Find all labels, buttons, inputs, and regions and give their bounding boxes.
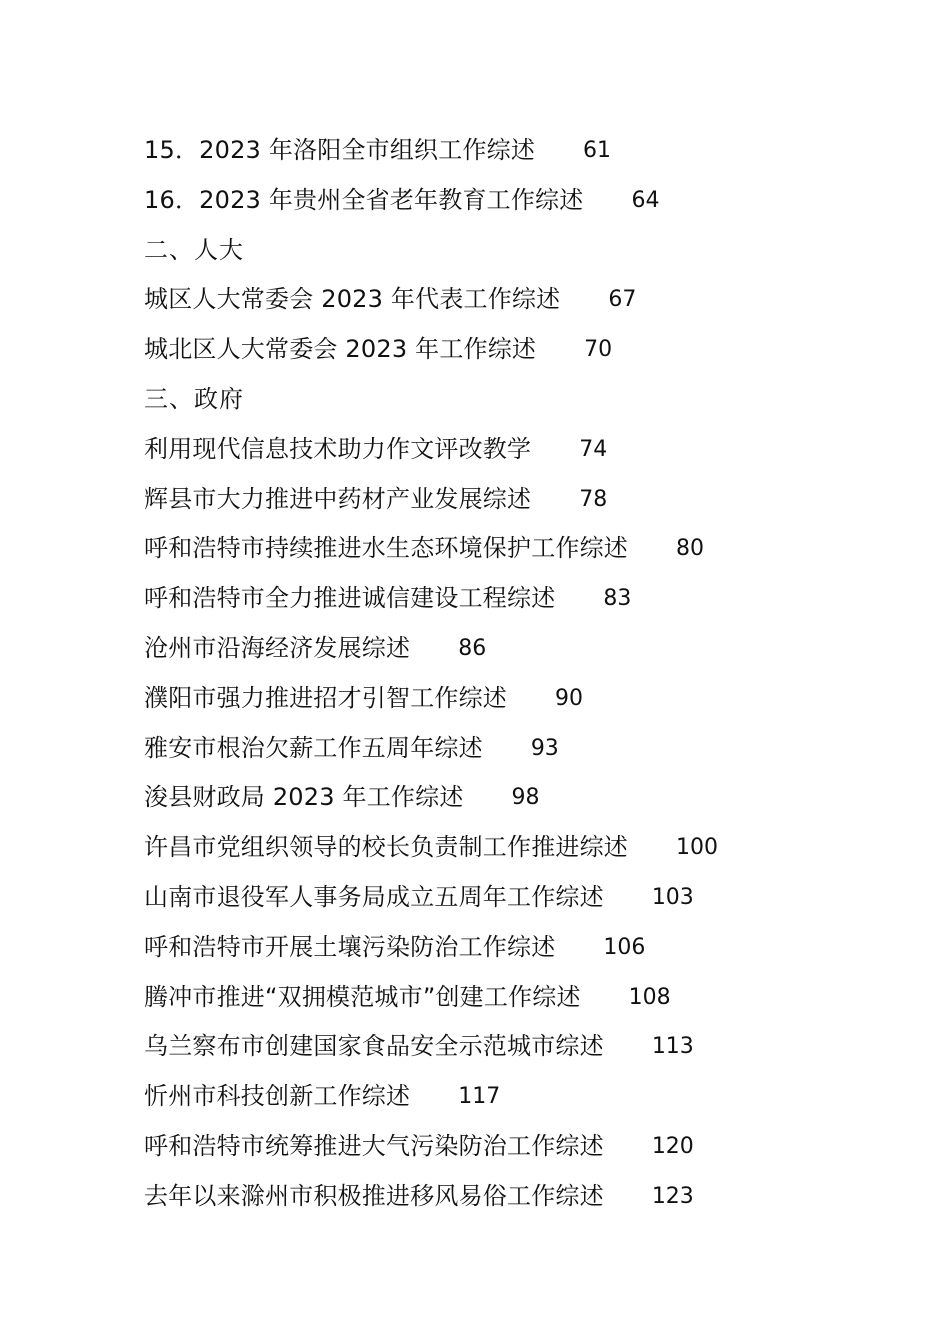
toc-entry-title: 利用现代信息技术助力作文评改教学 bbox=[144, 434, 532, 463]
toc-entry-page: 117 bbox=[458, 1084, 501, 1110]
toc-entry[interactable] bbox=[144, 624, 904, 674]
toc-entry-page: 106 bbox=[603, 934, 646, 960]
toc-entry[interactable] bbox=[144, 425, 904, 475]
toc-section-heading bbox=[144, 375, 904, 425]
toc-entry[interactable] bbox=[144, 275, 904, 325]
toc-entry[interactable] bbox=[144, 773, 904, 823]
toc-entry-title: 呼和浩特市全力推进诚信建设工程综述 bbox=[144, 584, 556, 613]
toc-entry-page: 93 bbox=[530, 735, 559, 761]
toc-entry-title: 15．2023 年洛阳全市组织工作综述 bbox=[144, 136, 536, 164]
toc-entry-page: 90 bbox=[555, 685, 583, 711]
toc-entry-title: 乌兰察布市创建国家食品安全示范城市综述 bbox=[144, 1032, 604, 1061]
toc-entry-title: 浚县财政局 2023 年工作综述 bbox=[144, 783, 464, 812]
toc-entry[interactable] bbox=[144, 176, 904, 226]
toc-entry-page: 80 bbox=[676, 536, 704, 562]
toc-entry-title: 城区人大常委会 2023 年代表工作综述 bbox=[144, 285, 561, 314]
toc-entry-page: 98 bbox=[511, 785, 540, 811]
toc-section-heading bbox=[144, 226, 904, 276]
toc-entry-page: 103 bbox=[651, 884, 694, 910]
toc-entry-title: 沧州市沿海经济发展综述 bbox=[144, 633, 411, 662]
toc-entry-title: 呼和浩特市统筹推进大气污染防治工作综述 bbox=[144, 1131, 604, 1160]
toc-entry[interactable] bbox=[144, 1172, 904, 1222]
toc-entry[interactable] bbox=[144, 475, 904, 525]
toc-entry-page: 83 bbox=[603, 586, 632, 612]
toc-entry-page: 67 bbox=[608, 287, 637, 313]
toc-entry[interactable] bbox=[144, 973, 904, 1023]
toc-entry-title: 濮阳市强力推进招才引智工作综述 bbox=[144, 683, 507, 712]
toc-entry-title: 雅安市根治欠薪工作五周年综述 bbox=[144, 733, 483, 762]
toc-entry-title: 忻州市科技创新工作综述 bbox=[144, 1082, 411, 1111]
toc-entry-page: 86 bbox=[458, 635, 487, 661]
toc-entry[interactable] bbox=[144, 873, 904, 923]
toc-entry[interactable] bbox=[144, 923, 904, 973]
toc-entry-page: 100 bbox=[676, 835, 718, 861]
toc-entry-page: 70 bbox=[584, 337, 613, 363]
toc-entry-title: 辉县市大力推进中药材产业发展综述 bbox=[144, 484, 532, 513]
toc-entry-title: 城北区人大常委会 2023 年工作综述 bbox=[144, 335, 537, 364]
toc-entry-title: 呼和浩特市持续推进水生态环境保护工作综述 bbox=[144, 534, 628, 563]
toc-entry-title: 16．2023 年贵州全省老年教育工作综述 bbox=[144, 185, 584, 214]
toc-entry-page: 113 bbox=[651, 1034, 694, 1060]
toc-entry-page: 61 bbox=[583, 138, 612, 163]
toc-section-title: 二、人大 bbox=[144, 235, 244, 264]
toc-entry-title: 呼和浩特市开展土壤污染防治工作综述 bbox=[144, 932, 556, 961]
toc-entry-title: 去年以来滁州市积极推进移风易俗工作综述 bbox=[144, 1181, 604, 1210]
toc-entry[interactable] bbox=[144, 574, 904, 624]
toc-section-title: 三、政府 bbox=[144, 384, 244, 413]
toc-entry[interactable] bbox=[144, 524, 904, 574]
toc-entry-page: 123 bbox=[651, 1183, 694, 1209]
toc-entry-title: 许昌市党组织领导的校长负责制工作推进综述 bbox=[144, 833, 628, 862]
toc-entry[interactable] bbox=[144, 325, 904, 375]
table-of-contents bbox=[144, 126, 904, 1222]
toc-entry[interactable] bbox=[144, 674, 904, 724]
toc-entry-page: 120 bbox=[651, 1133, 694, 1159]
toc-entry-title: 山南市退役军人事务局成立五周年工作综述 bbox=[144, 882, 604, 911]
toc-entry[interactable] bbox=[144, 1122, 904, 1172]
toc-entry[interactable] bbox=[144, 1072, 904, 1122]
toc-entry[interactable] bbox=[144, 126, 904, 176]
toc-entry[interactable] bbox=[144, 1022, 904, 1072]
toc-entry-page: 74 bbox=[579, 436, 608, 462]
toc-entry-page: 108 bbox=[628, 984, 671, 1010]
toc-entry-title: 腾冲市推进“双拥模范城市”创建工作综述 bbox=[144, 982, 581, 1011]
toc-entry[interactable] bbox=[144, 823, 904, 873]
toc-entry-page: 64 bbox=[631, 187, 660, 213]
toc-entry-page: 78 bbox=[579, 486, 608, 512]
toc-entry[interactable] bbox=[144, 724, 904, 774]
